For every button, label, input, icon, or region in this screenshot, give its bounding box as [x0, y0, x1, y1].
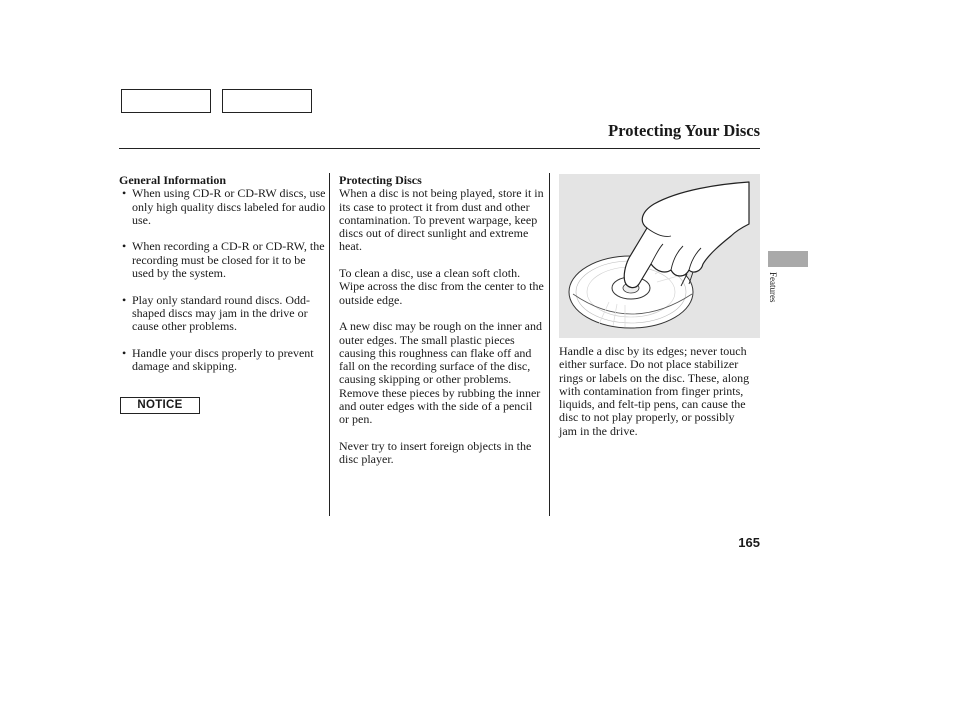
nav-box-left[interactable] — [121, 89, 211, 113]
notice-badge: NOTICE — [120, 397, 200, 414]
list-item — [119, 347, 329, 374]
general-information-list — [119, 187, 329, 373]
hand-holding-disc-icon — [559, 174, 760, 338]
paragraph: A new disc may be rough on the inner and outer edges. The small plastic pieces causing this roughness can flake off and fall on the recording surface of the disc, causing skipping or other problems. Remove these pieces by rubbing the inner and outer edges with the side of a pencil or pen. — [339, 319, 542, 427]
nav-box-right[interactable] — [222, 89, 312, 113]
list-item-text: Play only standard round discs. Odd-shaped discs may jam in the drive or cause other problems. — [132, 292, 310, 334]
list-item — [119, 240, 329, 280]
list-item-text: Handle your discs properly to prevent damage and skipping. — [132, 345, 314, 374]
bullet-icon: • — [122, 186, 127, 201]
disc-handling-caption-column — [559, 345, 755, 451]
list-item-text: When recording a CD-R or CD-RW, the recording must be closed for it to be used by the system. — [132, 239, 325, 281]
page-title: Protecting Your Discs — [608, 121, 760, 140]
list-item-text: When using CD-R or CD-RW discs, use only high quality discs labeled for audio use. — [132, 186, 326, 227]
disc-handling-illustration — [559, 174, 760, 338]
paragraph: To clean a disc, use a clean soft cloth. Wipe across the disc from the center to the outside edge. — [339, 266, 544, 307]
paragraph: When a disc is not being played, store it in its case to protect it from dust and other contamination. To prevent warpage, keep discs out of direct sunlight and extreme heat. — [339, 186, 544, 254]
paragraph: Never try to insert foreign objects in the disc player. — [339, 438, 532, 467]
section-label-text: Features — [768, 272, 778, 303]
bullet-icon: • — [122, 292, 127, 307]
section-tab[interactable] — [768, 251, 808, 267]
protecting-discs-column — [339, 174, 545, 480]
title-divider — [119, 148, 760, 149]
column-divider-1 — [329, 173, 330, 516]
illustration-caption: Handle a disc by its edges; never touch either surface. Do not place stabilizer rings or labels on the disc. These, along with contamination from finger prints, liquids, and felt-tip pens, can cause the disc to not play properly, or possibly jam in the drive. — [559, 344, 750, 438]
general-information-heading: General Information — [119, 173, 226, 187]
protecting-discs-heading: Protecting Discs — [339, 173, 422, 187]
section-label — [766, 272, 780, 316]
list-item — [119, 187, 329, 227]
page-number: 165 — [738, 535, 760, 550]
general-information-column — [119, 174, 329, 387]
list-item — [119, 294, 329, 334]
bullet-icon: • — [122, 239, 127, 254]
bullet-icon: • — [122, 345, 127, 360]
column-divider-2 — [549, 173, 550, 516]
